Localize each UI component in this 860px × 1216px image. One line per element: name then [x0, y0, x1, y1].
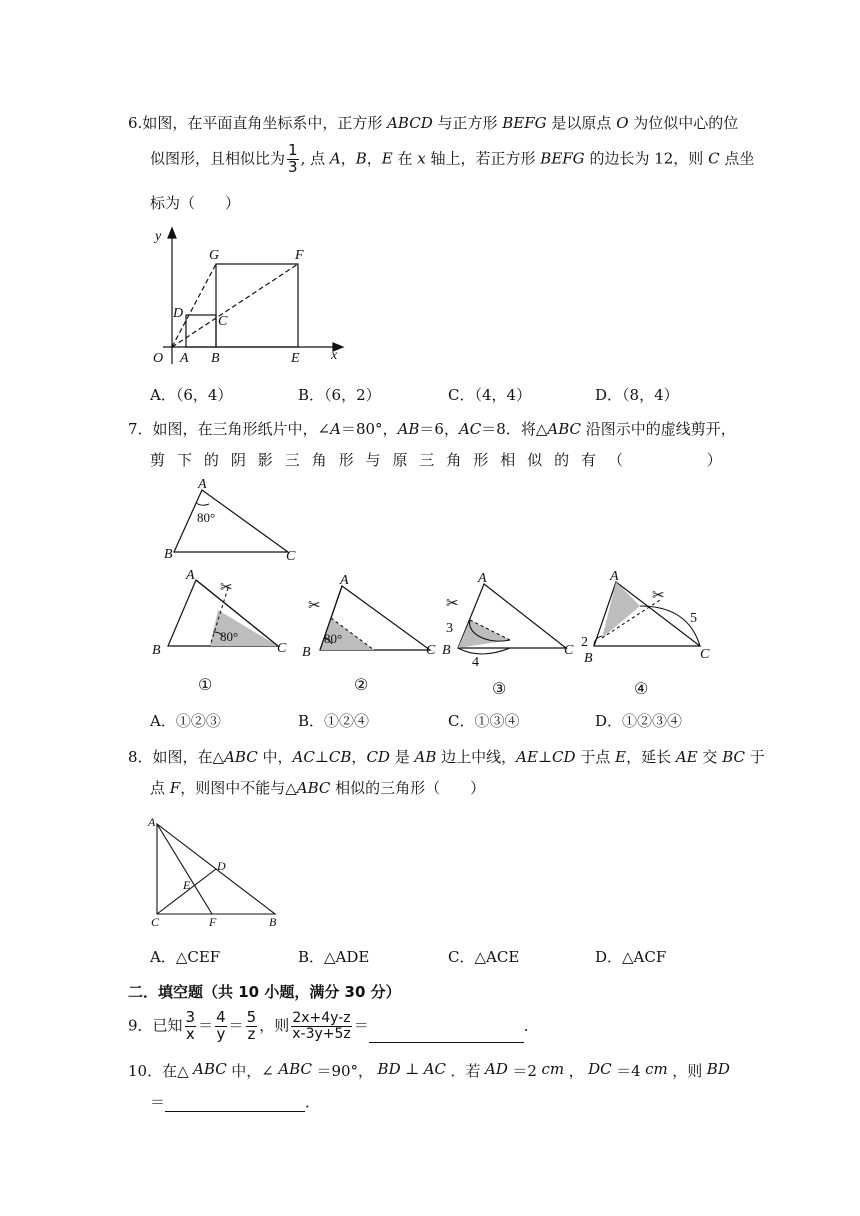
q8-line1: 8．如图，在△ABC 中，AC⊥CB，CD 是 AB 边上中线，AE⊥CD 于点 E，延长 AE 交 BC 于: [128, 748, 765, 766]
q10-line2: ＝ ．: [150, 1093, 321, 1111]
label-B: B: [269, 915, 277, 929]
q8-option-a[interactable]: A．△CEF: [150, 948, 221, 966]
q6-option-b[interactable]: B．（6，2）: [298, 386, 381, 404]
svg-text:2: 2: [581, 635, 588, 650]
svg-text:4: 4: [472, 655, 479, 670]
svg-text:A: A: [186, 568, 195, 583]
y-arrow: [168, 228, 176, 238]
square-abcd: [186, 315, 216, 347]
q6-option-a[interactable]: A．（6，4）: [150, 386, 233, 404]
label-C: C: [286, 549, 296, 564]
q6-option-c[interactable]: C．（4，4）: [448, 386, 532, 404]
q7-main-figure: [160, 476, 310, 566]
svg-text:B: B: [302, 645, 311, 660]
q8-option-b[interactable]: B．△ADE: [298, 948, 370, 966]
label-A: A: [180, 351, 189, 366]
label-G: G: [209, 248, 220, 263]
label-D: D: [217, 859, 226, 873]
q6-line2: 似图形，且相似比为 $\frac{1}{3}$ , 点 A，B，E 在 x 轴上，若正方形 BEFG 的边长为 12，则 C 点坐: [150, 141, 755, 176]
q6-figure: [145, 224, 350, 369]
section-2-heading: 二．填空题（共 10 小题，满分 30 分）: [128, 983, 401, 1001]
label-O: O: [153, 351, 164, 366]
svg-text:A: A: [478, 571, 487, 586]
q6-option-d[interactable]: D．（8，4）: [595, 386, 679, 404]
svg-text:C: C: [277, 641, 287, 656]
label-E: E: [183, 878, 191, 892]
q7-subfigure-4: [578, 566, 728, 696]
label-A: A: [198, 477, 207, 492]
figure-number-3: ③: [492, 681, 507, 698]
svg-text:5: 5: [690, 611, 697, 626]
svg-text:B: B: [584, 651, 593, 666]
q6-line3: 标为（ ）: [150, 194, 241, 212]
scissors-icon: ✂: [446, 596, 459, 612]
label-F: F: [209, 915, 217, 929]
svg-text:B: B: [442, 643, 451, 658]
q8-option-d[interactable]: D．△ACF: [595, 948, 667, 966]
q7-line1: 7．如图，在三角形纸片中，∠A＝80°，AB＝6，AC＝8．将△ABC 沿图示中的虚线剪开，: [128, 420, 736, 438]
q9-line: 9．已知 $\frac{3}{x}$ ＝ $\frac{4}{y}$ ＝ $\frac{5}{z}$ ，则 $\frac{2x+4y-z}{x-3y+5z}$ ＝ ．: [128, 1008, 539, 1043]
q7-subfigure-1: [148, 568, 298, 698]
label-A: A: [148, 815, 156, 829]
label-E: E: [291, 351, 300, 366]
figure-number-2: ②: [354, 677, 369, 694]
figure-number-4: ④: [634, 681, 649, 696]
scissors-icon: ✂: [652, 588, 665, 604]
svg-text:A: A: [610, 569, 619, 584]
ratio-fraction: $\frac{1}{3}$: [288, 141, 298, 176]
label-F: F: [295, 248, 304, 263]
q8-option-c[interactable]: C．△ACE: [448, 948, 520, 966]
q10-line1: 10．在△ ABC 中，∠ ABC ＝90°， BD ⊥ AC ．若 AD ＝2 cm ， DC ＝4 cm ，则 BD: [128, 1060, 730, 1080]
label-y: y: [155, 229, 162, 244]
q7-option-d[interactable]: D．①②③④: [595, 712, 683, 730]
label-B: B: [211, 351, 220, 366]
q9-answer-blank[interactable]: [369, 1022, 524, 1043]
q7-subfigure-3: [440, 568, 590, 698]
angle-80: 80°: [197, 510, 216, 525]
svg-text:C: C: [700, 647, 710, 662]
q7-option-b[interactable]: B．①②④: [298, 712, 370, 730]
q7-subfigure-2: [298, 568, 446, 698]
svg-text:80°: 80°: [220, 629, 239, 644]
q8-line2: 点 F，则图中不能与△ABC 相似的三角形（ ）: [150, 779, 486, 797]
scissors-icon: ✂: [220, 580, 233, 596]
q10-answer-blank[interactable]: [165, 1091, 305, 1112]
label-x: x: [331, 348, 338, 363]
figure-number-1: ①: [198, 677, 213, 694]
label-B: B: [164, 547, 173, 562]
q7-option-a[interactable]: A．①②③: [150, 712, 221, 730]
svg-text:3: 3: [446, 621, 453, 636]
q6-line1: 6.如图，在平面直角坐标系中，正方形 ABCD 与正方形 BEFG 是以原点 O 为位似中心的位: [128, 114, 739, 132]
svg-text:80°: 80°: [324, 631, 343, 646]
svg-text:C: C: [564, 643, 574, 658]
q7-option-c[interactable]: C．①③④: [448, 712, 520, 730]
dashed-of: [172, 264, 298, 347]
label-D: D: [173, 306, 184, 321]
svg-text:C: C: [426, 643, 436, 658]
svg-text:A: A: [340, 573, 349, 588]
label-C: C: [151, 915, 160, 929]
q8-figure: [145, 814, 285, 929]
svg-text:B: B: [152, 643, 161, 658]
label-C: C: [218, 314, 228, 329]
q7-line2: 剪 下 的 阴 影 三 角 形 与 原 三 角 形 相 似 的 有 （ ）: [150, 451, 722, 469]
scissors-icon: ✂: [308, 598, 321, 614]
square-befg: [216, 264, 298, 347]
